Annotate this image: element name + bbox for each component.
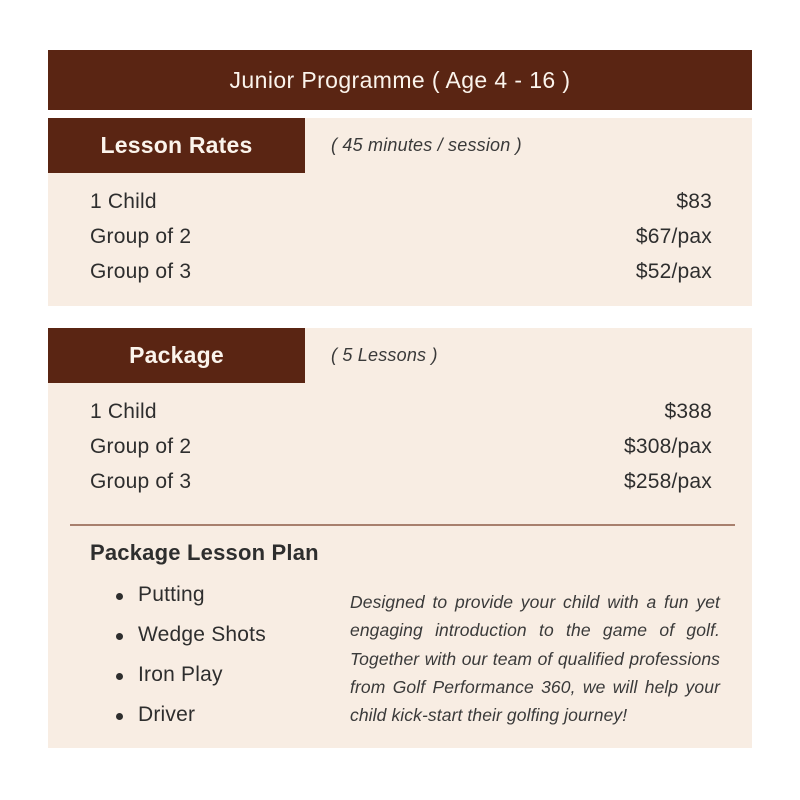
package-lesson-plan: [90, 540, 736, 738]
table-row: [90, 400, 712, 435]
price-label: 1 Child: [90, 400, 157, 423]
section-divider: [70, 524, 735, 526]
price-label: 1 Child: [90, 190, 157, 213]
price-value: $52/pax: [635, 260, 712, 283]
plan-title: Package Lesson Plan: [90, 540, 319, 565]
list-item: [112, 618, 350, 658]
lesson-rates-price-list: [90, 190, 712, 295]
price-value: $67/pax: [635, 225, 712, 248]
programme-header-bar: [48, 50, 752, 110]
list-item-label: Wedge Shots: [138, 623, 266, 646]
price-label: Group of 2: [90, 225, 192, 248]
lesson-rates-tab: [48, 118, 305, 173]
list-item-label: Driver: [138, 703, 196, 726]
lesson-rates-panel: [48, 118, 752, 306]
package-tab-label: Package: [129, 342, 224, 368]
package-panel: [48, 328, 752, 748]
package-note: ( 5 Lessons ): [331, 345, 438, 365]
price-label: Group of 2: [90, 435, 192, 458]
price-label: Group of 3: [90, 470, 192, 493]
bullet-icon: [116, 633, 123, 640]
price-value: $388: [664, 400, 712, 423]
table-row: [90, 225, 712, 260]
list-item: [112, 658, 350, 698]
bullet-icon: [116, 593, 123, 600]
plan-item-list: [90, 578, 350, 738]
package-price-list: [90, 400, 712, 505]
table-row: [90, 190, 712, 225]
package-description: Designed to provide your child with a fun yet engaging introduction to the game of golf. Together with our team of qualified professions from Golf Performance 360, we will help your child kick-start their golfing journey!: [350, 592, 720, 726]
bullet-icon: [116, 673, 123, 680]
price-value: $83: [676, 190, 712, 213]
list-item: [112, 578, 350, 618]
package-tab: [48, 328, 305, 383]
list-item-label: Iron Play: [138, 663, 223, 686]
lesson-rates-tab-label: Lesson Rates: [100, 132, 253, 158]
table-row: [90, 435, 712, 470]
price-value: $308/pax: [623, 435, 712, 458]
list-item-label: Putting: [138, 583, 205, 606]
list-item: [112, 698, 350, 738]
table-row: [90, 260, 712, 295]
page-title: Junior Programme ( Age 4 - 16 ): [229, 66, 571, 93]
lesson-rates-note: ( 45 minutes / session ): [331, 135, 522, 155]
bullet-icon: [116, 713, 123, 720]
price-label: Group of 3: [90, 260, 192, 283]
price-value: $258/pax: [623, 470, 712, 493]
table-row: [90, 470, 712, 505]
